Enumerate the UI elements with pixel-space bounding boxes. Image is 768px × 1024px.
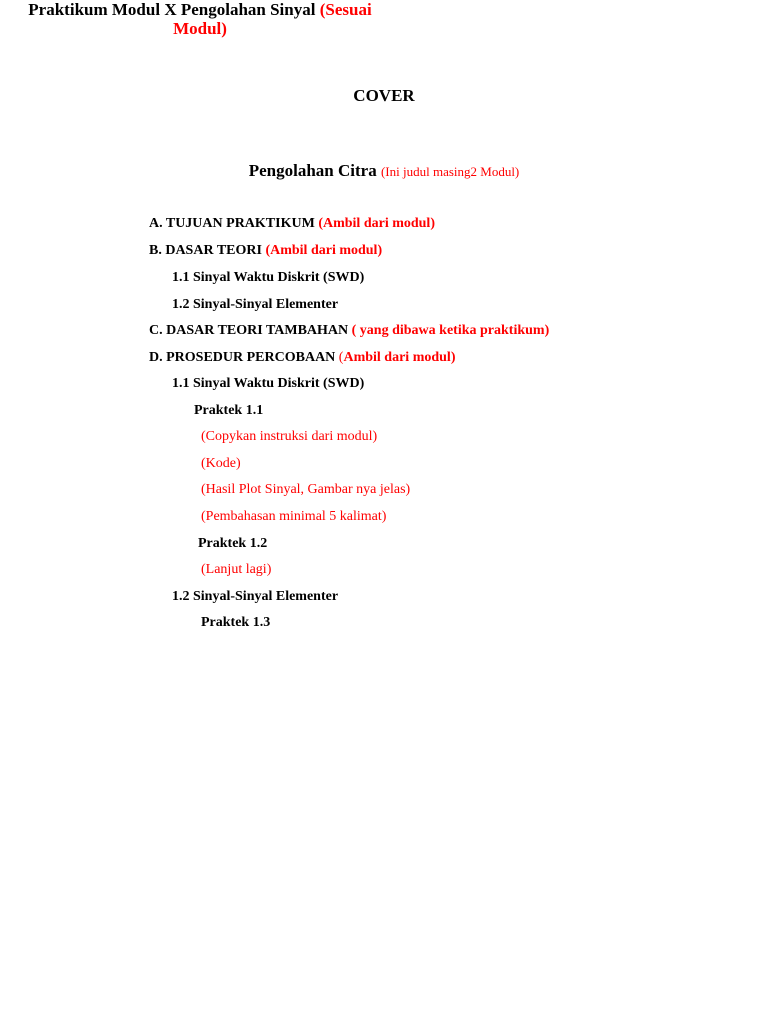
- praktek-1-2: Praktek 1.2: [198, 536, 268, 551]
- praktek-1-3: Praktek 1.3: [201, 615, 271, 630]
- section-d-label: D. PROSEDUR PERCOBAAN: [149, 350, 336, 365]
- praktek-1-1-item-3: (Hasil Plot Sinyal, Gambar nya jelas): [201, 482, 411, 497]
- section-c-note: ( yang dibawa ketika praktikum): [351, 323, 550, 338]
- section-b: [149, 242, 382, 260]
- title-main: Praktikum Modul X Pengolahan Sinyal: [28, 0, 316, 19]
- section-d-paren: (: [338, 350, 344, 365]
- praktek-1-1-item-2: (Kode): [201, 456, 241, 471]
- section-b-item-1: 1.1 Sinyal Waktu Diskrit (SWD): [172, 270, 365, 285]
- section-b-note: (Ambil dari modul): [265, 243, 383, 258]
- praktek-1-1-item-4: (Pembahasan minimal 5 kalimat): [201, 509, 387, 524]
- subtitle-main: Pengolahan Citra: [248, 161, 377, 180]
- section-a: [149, 215, 435, 233]
- praktek-1-1-item-1: (Copykan instruksi dari modul): [201, 429, 378, 444]
- section-a-note: (Ambil dari modul): [318, 216, 435, 231]
- praktek-1-2-item-1: (Lanjut lagi): [201, 562, 272, 577]
- section-d: [149, 349, 455, 367]
- section-c-label: C. DASAR TEORI TAMBAHAN: [149, 323, 349, 338]
- section-d-item-2: 1.2 Sinyal-Sinyal Elementer: [172, 589, 339, 604]
- title-note: (Sesuai Modul): [173, 0, 372, 38]
- section-d-note: Ambil dari modul): [343, 350, 456, 365]
- cover-heading: COVER: [353, 86, 415, 105]
- section-a-label: A. TUJUAN PRAKTIKUM: [149, 216, 315, 231]
- subtitle-note: (Ini judul masing2 Modul): [380, 164, 520, 179]
- section-b-item-2: 1.2 Sinyal-Sinyal Elementer: [172, 297, 339, 312]
- document-subtitle: [0, 161, 768, 182]
- section-b-label: B. DASAR TEORI: [149, 243, 262, 258]
- section-c: [149, 322, 549, 340]
- section-d-item-1: 1.1 Sinyal Waktu Diskrit (SWD): [172, 376, 365, 391]
- document-title: [0, 0, 400, 38]
- praktek-1-1: Praktek 1.1: [194, 403, 264, 418]
